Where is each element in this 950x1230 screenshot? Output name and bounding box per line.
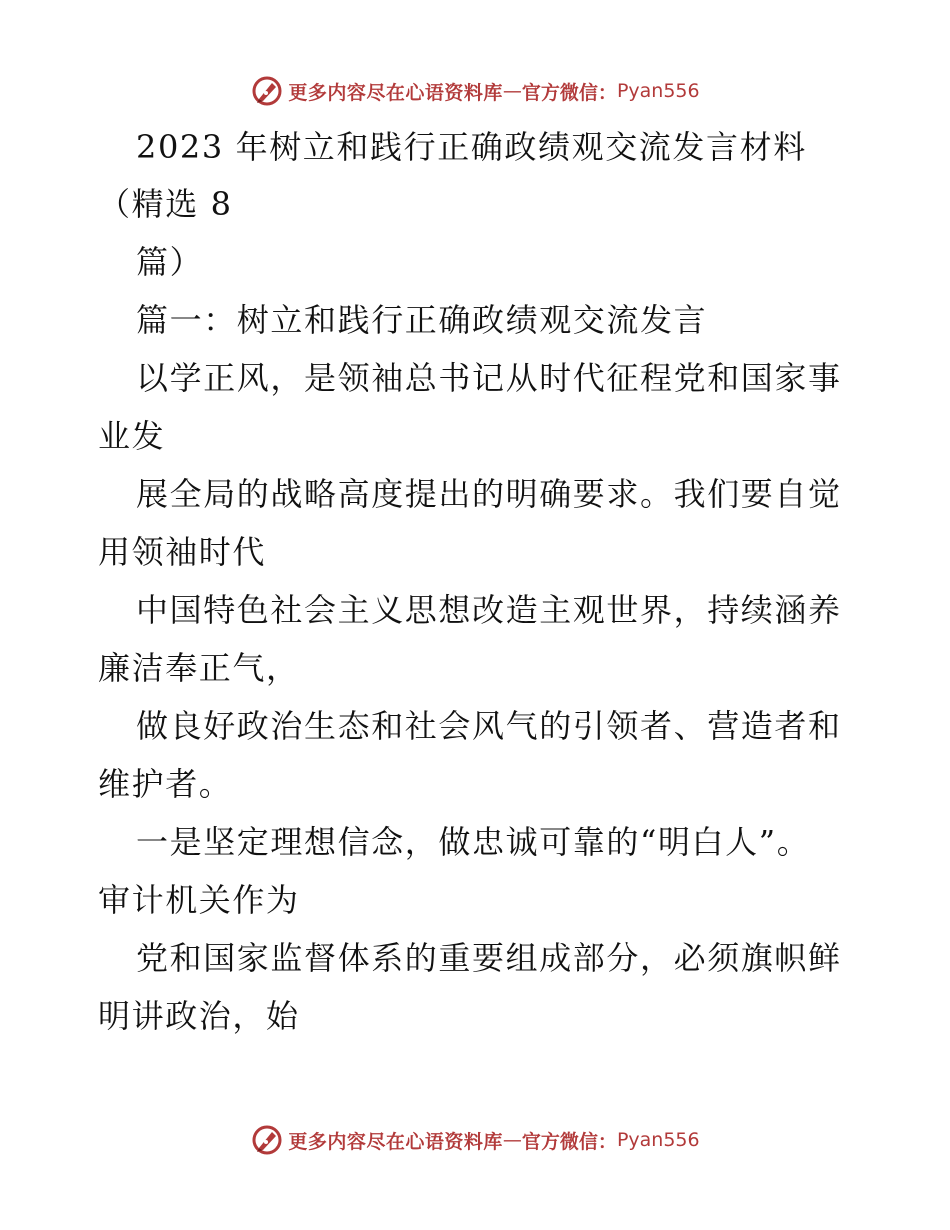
footer-banner xyxy=(0,1120,950,1160)
footer-wechat-id: Pyan556 xyxy=(616,1129,700,1151)
paragraph-line: 展全局的战略高度提出的明确要求。我们要自觉 xyxy=(136,475,842,513)
document-title-continued: （精选 8 xyxy=(98,185,233,223)
paragraph-line: 以学正风，是领袖总书记从时代征程党和国家事 xyxy=(136,359,842,397)
pen-logo-icon xyxy=(250,1123,284,1157)
footer-wechat-label: 官方微信： xyxy=(521,1130,617,1153)
paragraph-line: 一是坚定理想信念，做忠诚可靠的“明白人”。 xyxy=(136,823,811,861)
section-heading: 篇一：树立和践行正确政绩观交流发言 xyxy=(136,301,708,339)
paragraph-line: 业发 xyxy=(98,417,166,455)
footer-promo-text: 更多内容尽在心语资料库 xyxy=(288,1130,503,1153)
header-wechat-label: 官方微信： xyxy=(521,81,617,104)
paragraph-line: 做良好政治生态和社会风气的引领者、营造者和 xyxy=(136,707,842,745)
footer-dash: — xyxy=(502,1129,522,1151)
header-dash: — xyxy=(502,80,522,102)
paragraph-line: 明讲政治，始 xyxy=(98,997,300,1035)
document-title-end: 篇） xyxy=(136,243,204,281)
document-title: 2023 年树立和践行正确政绩观交流发言材料 xyxy=(136,128,807,166)
paragraph-line: 党和国家监督体系的重要组成部分，必须旗帜鲜 xyxy=(136,939,842,977)
header-promo-text: 更多内容尽在心语资料库 xyxy=(288,81,503,104)
paragraph-line: 用领袖时代 xyxy=(98,533,267,571)
paragraph-line: 维护者。 xyxy=(98,765,233,803)
header-banner xyxy=(0,71,950,111)
paragraph-line: 中国特色社会主义思想改造主观世界，持续涵养 xyxy=(136,591,842,629)
paragraph-line: 廉洁奉正气， xyxy=(98,649,300,687)
header-wechat-id: Pyan556 xyxy=(616,80,700,102)
pen-logo-icon xyxy=(250,74,284,108)
paragraph-line: 审计机关作为 xyxy=(98,881,300,919)
